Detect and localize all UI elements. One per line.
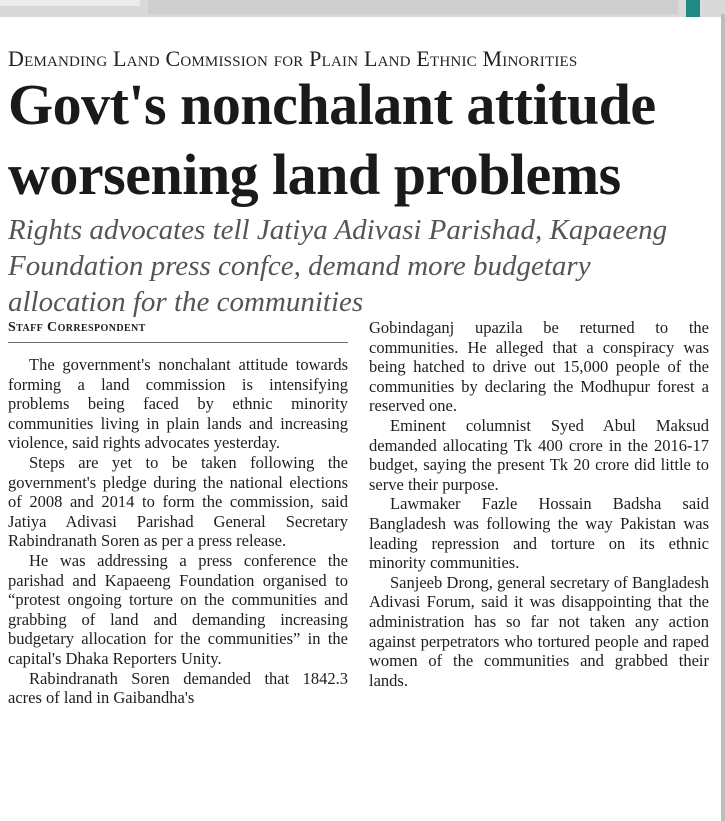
byline: Staff Correspondent xyxy=(8,318,348,343)
previous-page-tab xyxy=(0,0,140,6)
paragraph: He was addressing a press conference the parishad and Kapaeeng Foundation organised to “protest ongoing torture on the communities and grabbing of land and demanding increasing budgetary allocation for the communities” in the capital's Dhaka Reporters Unity. xyxy=(8,550,348,668)
subhead-line: allocation for the communities xyxy=(8,286,364,318)
article-headline xyxy=(8,70,720,210)
previous-article-edge xyxy=(148,0,678,14)
paragraph: Sanjeeb Drong, general secretary of Bangladesh Adivasi Forum, said it was disappointing that the administration has so far not taken any action against perpetrators who tortured people and raped women of the communities and grabbed their lands. xyxy=(369,572,709,690)
subhead-line: Rights advocates tell Jatiya Adivasi Parishad, Kapaeeng xyxy=(8,214,668,246)
section-color-marker xyxy=(686,0,700,17)
headline-line: Govt's nonchalant attitude xyxy=(8,72,656,137)
paragraph: The government's nonchalant attitude towards forming a land commission is intensifying problems being faced by ethnic minority communities living in plain lands and increasing violence, said rights advocates yesterday. xyxy=(8,355,348,453)
headline-line: worsening land problems xyxy=(8,142,621,207)
paragraph: Rabindranath Soren demanded that 1842.3 acres of land in Gaibandha's xyxy=(8,668,348,708)
article-column-2 xyxy=(369,318,709,690)
subhead-line: Foundation press confce, demand more budgetary xyxy=(8,250,591,282)
article-column-1 xyxy=(8,318,348,708)
page-edge xyxy=(721,14,725,821)
paragraph: Gobindaganj upazila be returned to the communities. He alleged that a conspiracy was being hatched to drive out 15,000 people of the communities by declaring the Modhupur forest a reserved one. xyxy=(369,318,709,416)
article-subheadline xyxy=(8,212,720,320)
paragraph: Lawmaker Fazle Hossain Badsha said Bangladesh was following the way Pakistan was leading repression and torture on its ethnic minority communities. xyxy=(369,494,709,573)
top-page-strip xyxy=(0,0,725,17)
paragraph: Steps are yet to be taken following the government's pledge during the national elections of 2008 and 2014 to form the commission, said Jatiya Adivasi Parishad General Secretary Rabindranath Soren as per a press release. xyxy=(8,452,348,551)
article-kicker: Demanding Land Commission for Plain Land Ethnic Minorities xyxy=(8,46,578,71)
paragraph: Eminent columnist Syed Abul Maksud demanded allocating Tk 400 crore in the 2016-17 budget, saying the present Tk 20 crore did little to serve their purpose. xyxy=(369,415,709,494)
